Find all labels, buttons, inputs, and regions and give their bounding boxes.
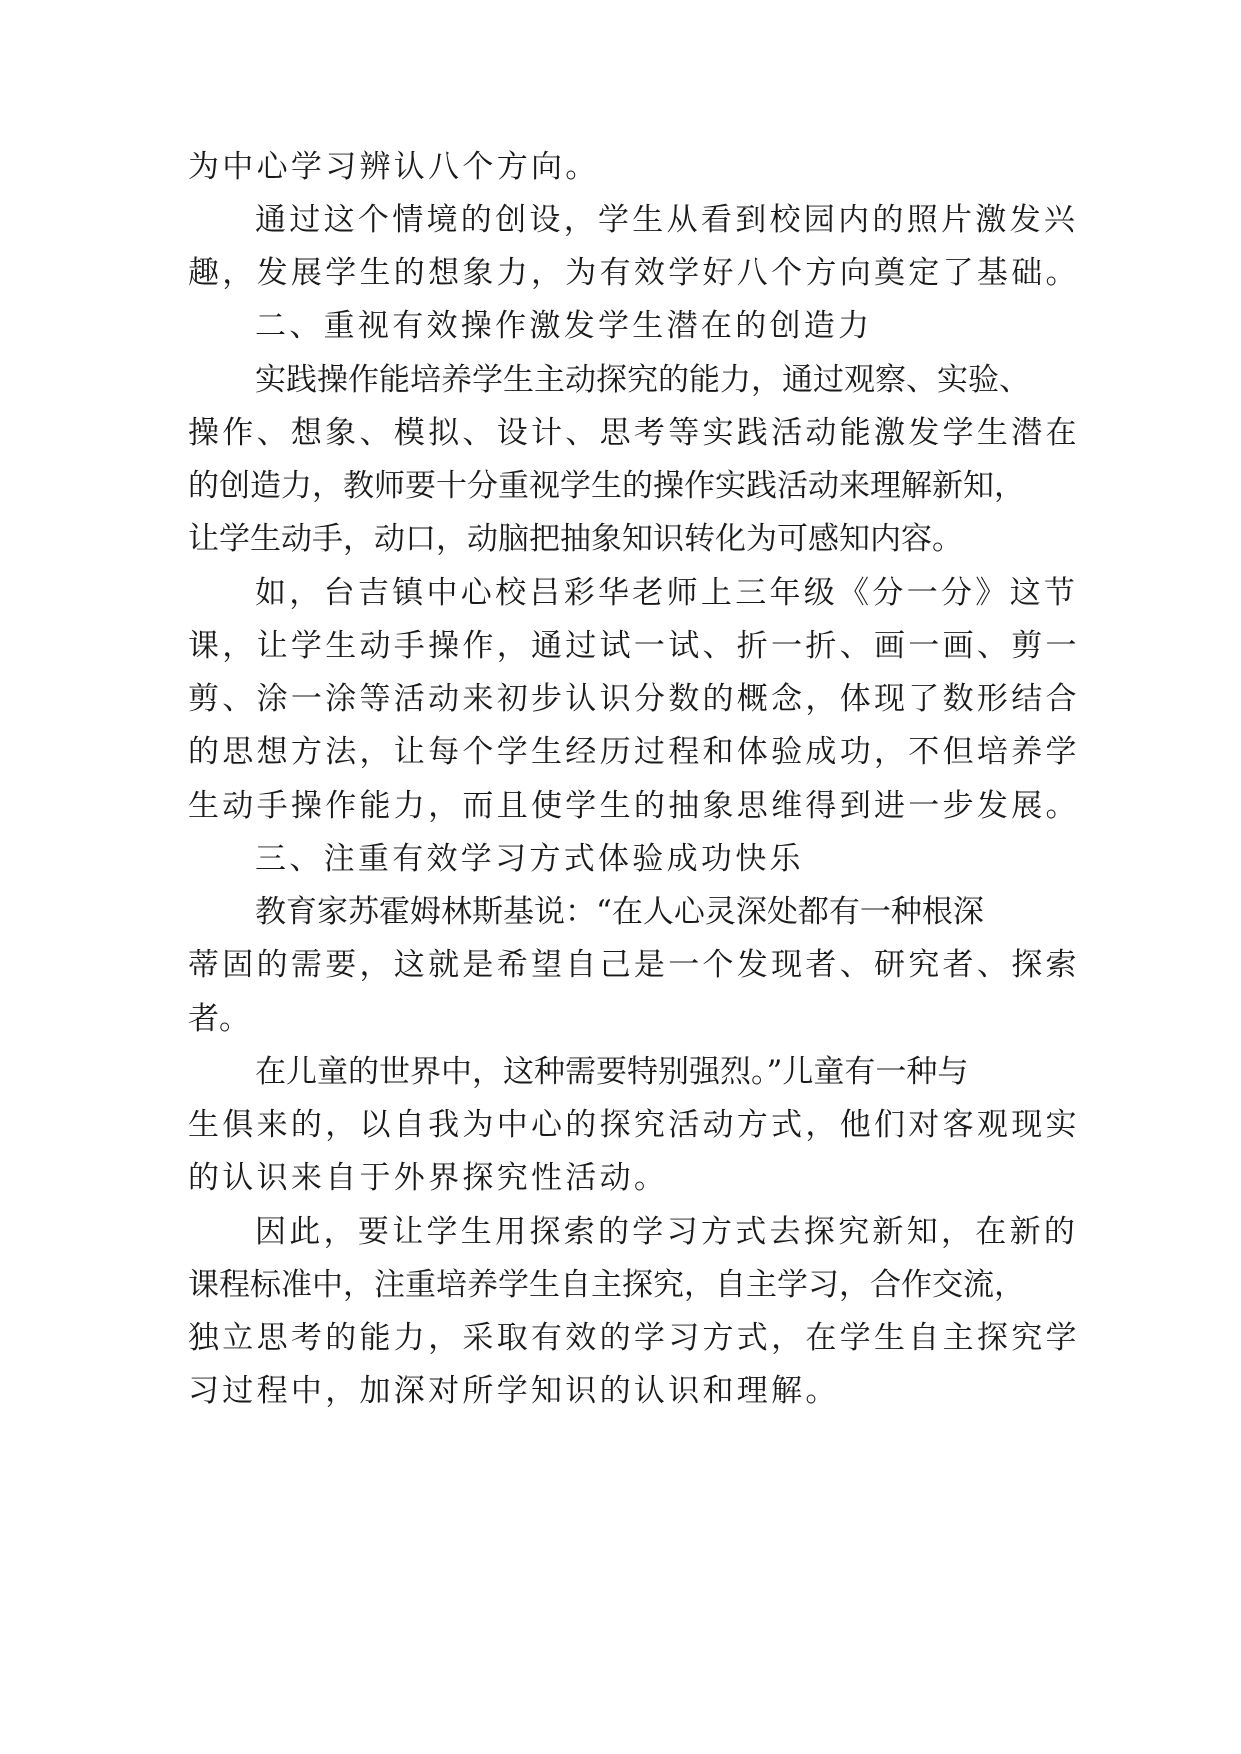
text-line: 课程标准中，注重培养学生自主探究，自主学习，合作交流，	[188, 1267, 1025, 1303]
text-line: 为中心学习辨认八个方向。	[188, 149, 600, 185]
text-line: 剪、涂一涂等活动来初步认识分数的概念，体现了数形结合	[188, 681, 1080, 717]
text-line: 操作、想象、模拟、设计、思考等实践活动能激发学生潜在	[188, 415, 1080, 451]
text-line: 生动手操作能力，而且使学生的抽象思维得到进一步发展。	[188, 788, 1080, 824]
text-line: 生俱来的，以自我为中心的探究活动方式，他们对客观现实	[188, 1107, 1080, 1143]
text-line: 的创造力，教师要十分重视学生的操作实践活动来理解新知，	[188, 468, 1025, 504]
paragraph-start-line: 因此，要让学生用探索的学习方式去探究新知，在新的	[255, 1214, 1079, 1250]
section-heading: 二、重视有效操作激发学生潜在的创造力	[255, 308, 873, 344]
text-line: 的思想方法，让每个学生经历过程和体验成功，不但培养学	[188, 734, 1080, 770]
text-line: 让学生动手，动口，动脑把抽象知识转化为可感知内容。	[188, 521, 963, 557]
paragraph-start-line: 通过这个情境的创设，学生从看到校园内的照片激发兴	[255, 202, 1079, 238]
text-line: 的认识来自于外界探究性活动。	[188, 1160, 669, 1196]
paragraph-start-line: 如，台吉镇中心校吕彩华老师上三年级《分一分》这节	[255, 575, 1079, 611]
text-line: 习过程中，加深对所学知识的认识和理解。	[188, 1373, 840, 1409]
text-line: 者。	[188, 1001, 250, 1037]
text-line: 课，让学生动手操作，通过试一试、折一折、画一画、剪一	[188, 628, 1080, 664]
text-line: 蒂固的需要，这就是希望自己是一个发现者、研究者、探索	[188, 947, 1080, 983]
text-line: 独立思考的能力，采取有效的学习方式，在学生自主探究学	[188, 1320, 1080, 1356]
paragraph-start-line: 实践操作能培养学生主动探究的能力，通过观察、实验、	[255, 362, 1030, 398]
paragraph-start-line: 在儿童的世界中，这种需要特别强烈。”儿童有一种与	[255, 1054, 969, 1090]
text-line: 趣，发展学生的想象力，为有效学好八个方向奠定了基础。	[188, 255, 1080, 291]
section-heading: 三、注重有效学习方式体验成功快乐	[255, 841, 804, 877]
paragraph-start-line: 教育家苏霍姆林斯基说：“在人心灵深处都有一种根深	[255, 894, 984, 930]
